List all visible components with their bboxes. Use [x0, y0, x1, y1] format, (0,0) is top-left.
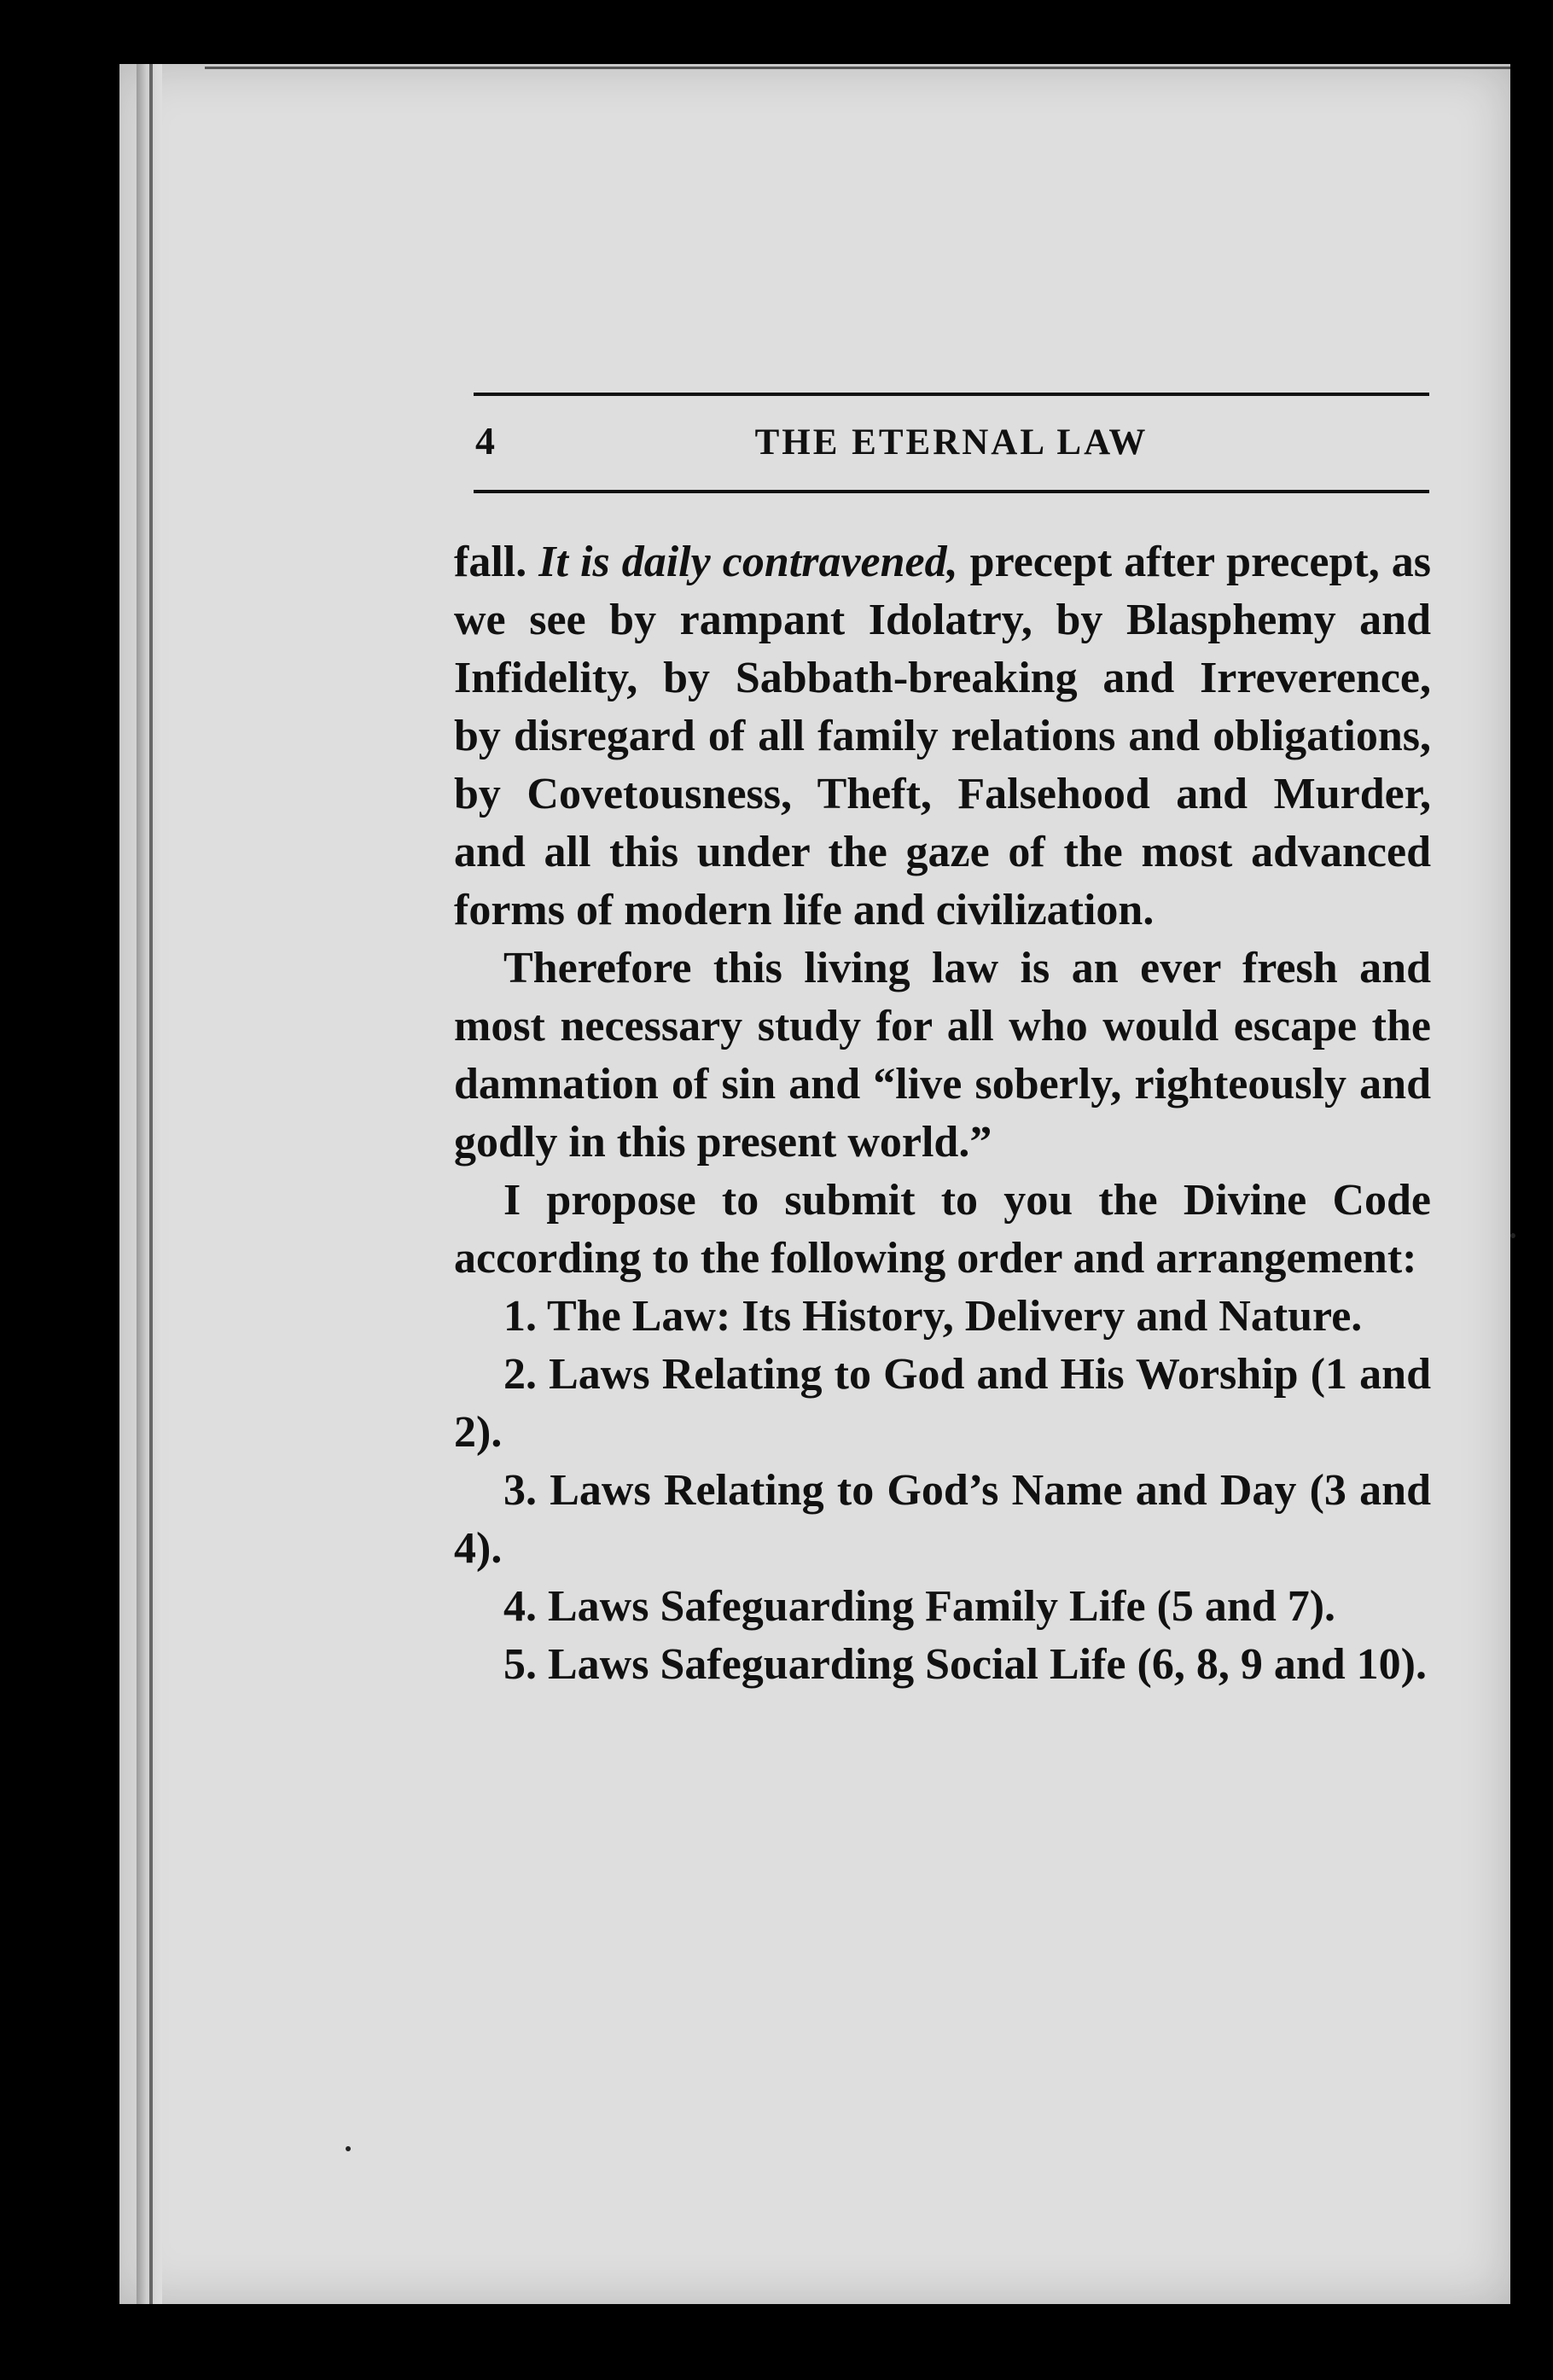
paragraph-1: [454, 533, 1431, 940]
page-edge-left: [149, 64, 153, 2304]
list-item-5: 5. Laws Safeguarding Social Life (6, 8, 9 and 10).: [503, 1640, 1427, 1689]
text-body: [454, 533, 1431, 1694]
page-edge-top: [205, 67, 1510, 69]
list-item-4: 4. Laws Safeguarding Family Life (5 and 7).: [503, 1582, 1336, 1631]
list-item-2: 2. Laws Relating to God and His Worship (1 and 2).: [454, 1350, 1431, 1457]
paragraph-3: I propose to submit to you the Divine Code according to the following order and arrangement:: [454, 1176, 1431, 1283]
paragraph-2: Therefore this living law is an ever fresh and most necessary study for all who would escape the damnation of sin and “live soberly, righteously and godly in this present world.”: [454, 944, 1431, 1167]
scan-speck: [346, 2146, 351, 2151]
page-number: 4: [475, 419, 495, 463]
list-item-1: 1. The Law: Its History, Delivery and Nature.: [503, 1292, 1363, 1341]
running-head: [474, 393, 1429, 493]
paragraph-1-italic: It is daily contravened,: [538, 538, 958, 586]
header-bottom-rule: [474, 490, 1429, 493]
list-item-3: 3. Laws Relating to God’s Name and Day (3 and 4).: [454, 1466, 1431, 1573]
scan-speck: [1510, 1233, 1515, 1238]
book-title: THE ETERNAL LAW: [754, 422, 1149, 463]
paragraph-1-lead: fall.: [454, 538, 539, 586]
header-row: [474, 396, 1429, 490]
paragraph-1-rest: precept after precept, as we see by rampant Idolatry, by Blasphemy and Infidelity, by Sabbath-breaking and Irreverence, by disregard of all family relations and obligations, by Covetousness, Theft, Falsehood and Murder, and all this under the gaze of the most advanced forms of modern life and civilization.: [454, 538, 1431, 934]
